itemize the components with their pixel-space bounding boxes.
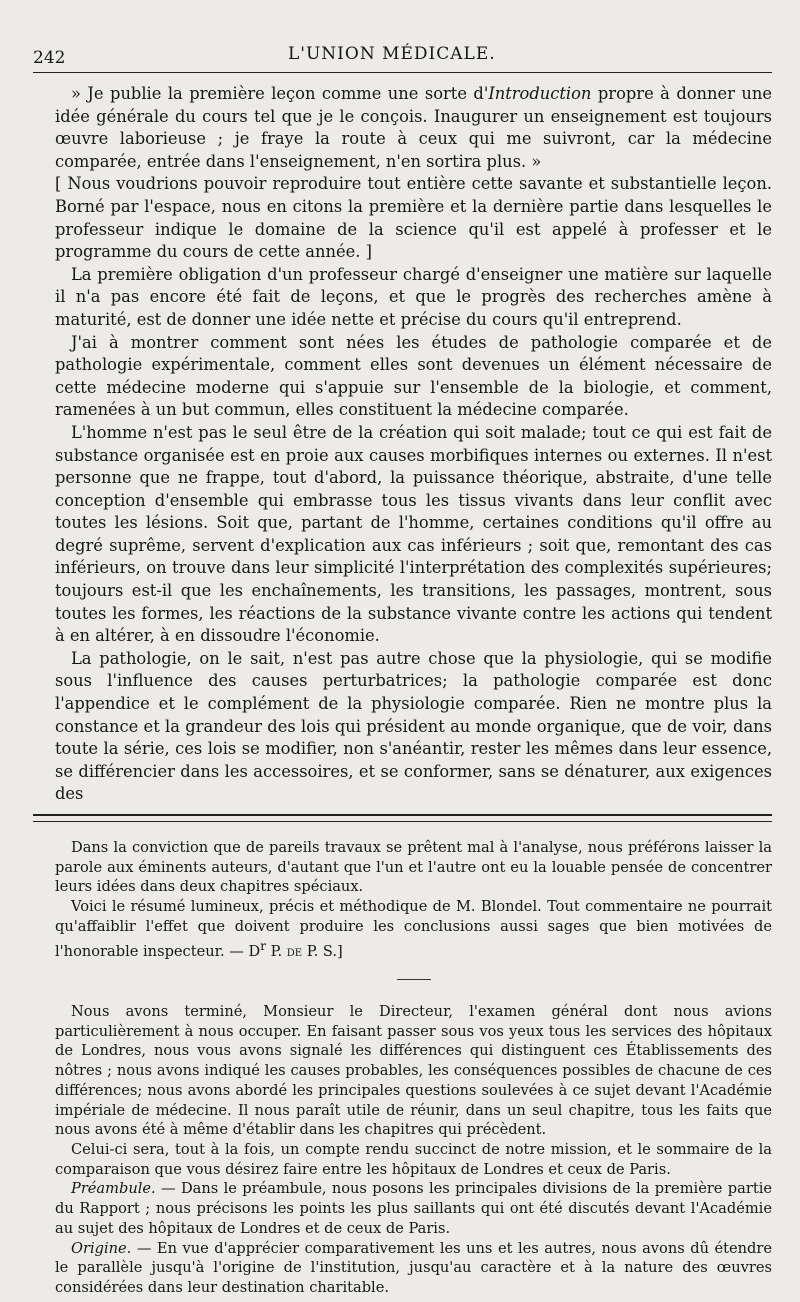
- running-title: L'UNION MÉDICALE.: [288, 44, 496, 64]
- paragraph: » Je publie la première leçon comme une sorte d'Introduction propre à donner une idée générale du cours tel que je le conçois. Inaugurer un enseignement est toujours œuvre laborieuse ; je fraye la route à ceux qui me suivront, car la médecine comparée, entrée dans l'enseignement, n'en sortira plus. »: [55, 84, 772, 171]
- paragraph: Celui-ci sera, tout à la fois, un compte rendu succinct de notre mission, et le sommaire de la comparaison que vous désirez faire entre les hôpitaux de Londres et ceux de Paris.: [55, 1141, 772, 1178]
- section-divider: [33, 814, 772, 822]
- main-text: [55, 83, 772, 806]
- paragraph: La pathologie, on le sait, n'est pas autre chose que la physiologie, qui se modifie sous l'influence des causes perturbatrices; la pathologie comparée est donc l'appendice et le complément de la physiologie comparée. Rien ne montre plus la constance et la grandeur des lois qui président au monde organique, que de voir, dans toute la série, ces lois se modifier, non s'anéantir, rester les mêmes dans leur essence, se différencier dans les accessoires, et se conformer, sans se dénaturer, aux exigences des: [55, 648, 772, 804]
- paragraph: La première obligation d'un professeur chargé d'enseigner une matière sur laquelle il n'a pas encore été fait de leçons, et que le progrès des recherches amène à maturité, est de donner une idée nette et précise du cours qu'il entreprend.: [55, 264, 772, 329]
- paragraph: Voici le résumé lumineux, précis et méthodique de M. Blondel. Tout commentaire ne pourrait qu'affaiblir l'effet que doivent produire les conclusions aussi sages que bien motivées de l'honorable inspecteur. — $D^r$ P. de P. S.]: [55, 898, 772, 960]
- feuilleton-text: [55, 838, 772, 1298]
- paragraph: J'ai à montrer comment sont nées les études de pathologie comparée et de pathologie expérimentale, comment elles sont devenues un élément nécessaire de cette médecine moderne qui s'appuie sur l'ensemble de la biologie, et comment, ramenées à un but commun, elles constituent la médecine comparée.: [55, 332, 772, 420]
- section-lead: Origine.: [71, 1239, 132, 1257]
- paragraph: Préambule. — Dans le préambule, nous posons les principales divisions de la première partie du Rapport ; nous précisons les points les plus saillants qui ont été discutés devant l'Académie au sujet des hôpitaux de Londres et de ceux de Paris.: [55, 1180, 772, 1237]
- editorial-note: [ Nous voudrions pouvoir reproduire tout entière cette savante et substantielle leçon. Borné par l'espace, nous en citons la première et la dernière partie dans lesquelles le professeur indique le domaine de la science qu'il est appelé à professer et le programme du cours de cette année. ]: [55, 174, 772, 262]
- short-separator: [397, 979, 431, 980]
- paragraph: L'homme n'est pas le seul être de la création qui soit malade; tout ce qui est fait de substance organisée est en proie aux causes morbifiques internes ou externes. Il n'est personne que ne frappe, tout d'abord, la puissance théorique, abstraite, d'une telle conception d'ensemble qui embrasse tous les tissus vivants dans leur conflit avec toutes les lésions. Soit que, partant de l'homme, certaines conditions qu'il offre au degré suprême, servent d'explication aux cas inférieurs ; soit que, remontant des cas inférieurs, on trouve dans leur simplicité l'interprétation des complexités supérieures; toujours est-il que les enchaînements, les transitions, les passages, montrent, sous toutes les formes, les réactions de la substance vivante contre les actions qui tendent à en altérer, à en dissoudre l'économie.: [55, 422, 772, 646]
- signature: P. de P. S.]: [266, 942, 343, 960]
- header-rule: [33, 72, 772, 73]
- running-header: [33, 38, 772, 72]
- paragraph: Origine. — En vue d'apprécier comparativement les uns et les autres, nous avons dû étendre le parallèle jusqu'à l'origine de l'institution, jusqu'au caractère et à la nature des œuvres considérées dans leur destination charitable.: [55, 1239, 772, 1296]
- paragraph: Dans la conviction que de pareils travaux se prêtent mal à l'analyse, nous préférons laisser la parole aux éminents auteurs, d'autant que l'un et l'autre ont eu la louable pensée de concentrer leurs idées dans deux chapitres spéciaux.: [55, 839, 772, 896]
- page-number: 242: [33, 48, 66, 68]
- section-lead: Préambule.: [71, 1180, 156, 1198]
- italic-term: Introduction: [488, 84, 592, 103]
- paragraph: Nous avons terminé, Monsieur le Directeur, l'examen général dont nous avions particulièrement à nous occuper. En faisant passer sous vos yeux tous les services des hôpitaux de Londres, nous vous avons signalé les différences qui distinguent ces Établissements des nôtres ; nous avons indiqué les causes probables, les conséquences possibles de chacune de ces différences; nous avons abordé les principales questions soulevées à ce sujet devant l'Académie impériale de médecine. Il nous paraît utile de réunir, dans un seul chapitre, tous les faits que nous avons été à même d'établir dans les chapitres qui précèdent.: [55, 1003, 772, 1139]
